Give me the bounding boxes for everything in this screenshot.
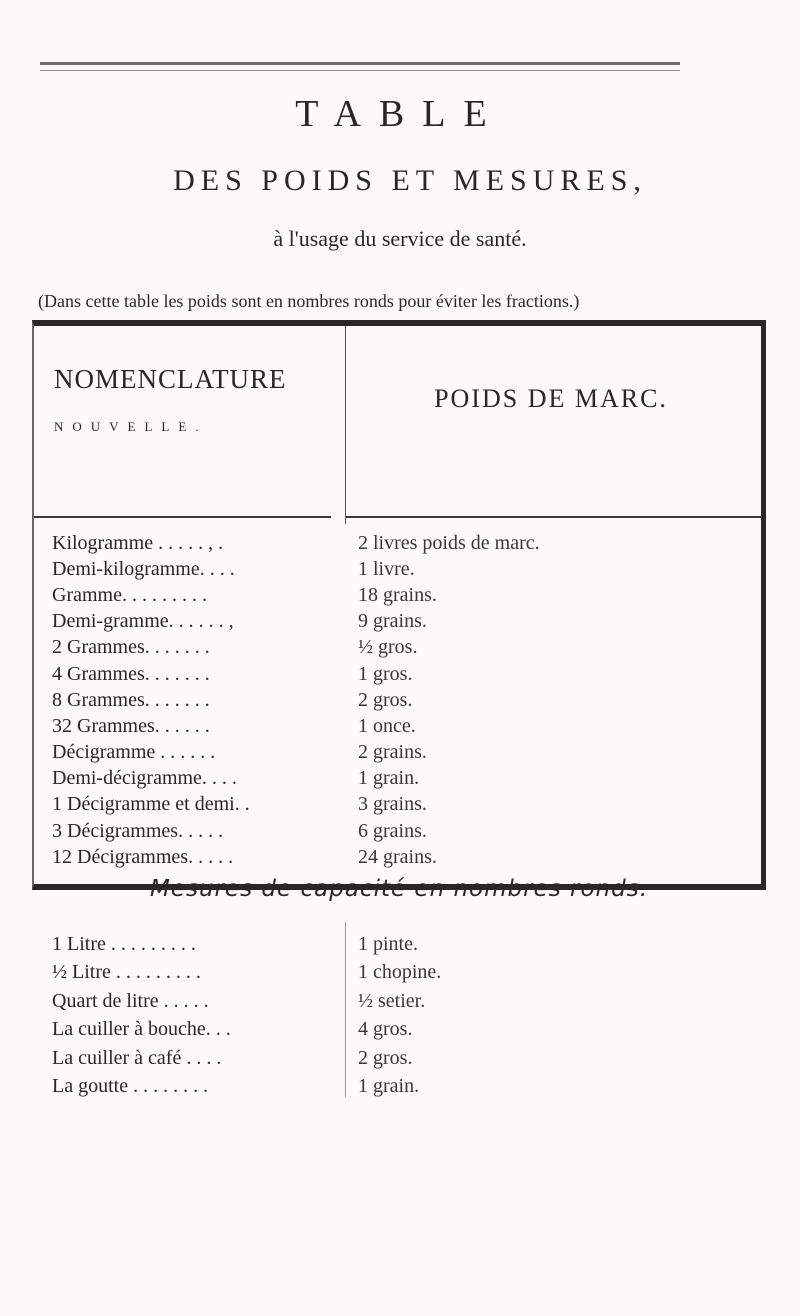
header-rule-left bbox=[34, 516, 331, 518]
weight-value: 1 grain. bbox=[358, 767, 420, 790]
table-row bbox=[52, 1044, 752, 1073]
capacity-name: La cuiller à bouche. . . bbox=[52, 1018, 231, 1041]
weight-name: 3 Décigrammes. . . . . bbox=[52, 819, 224, 842]
table-row bbox=[52, 609, 752, 635]
capacity-section-title: Mesures de capacité en nombres ronds. bbox=[149, 876, 649, 902]
capacity-name: ½ Litre . . . . . . . . . bbox=[52, 961, 201, 984]
table-row bbox=[52, 530, 752, 556]
capacity-value: 1 grain. bbox=[358, 1075, 420, 1098]
measures-table bbox=[32, 320, 766, 1098]
table-row bbox=[52, 582, 752, 608]
header-rule-right bbox=[346, 516, 762, 518]
column-header-nomenclature bbox=[54, 364, 344, 435]
table-row bbox=[52, 792, 752, 818]
weight-name: 32 Grammes. . . . . . bbox=[52, 714, 210, 737]
weight-name: Demi-décigramme. . . . bbox=[52, 767, 237, 790]
weight-name: Demi-kilogramme. . . . bbox=[52, 557, 235, 580]
weight-name: Gramme. . . . . . . . . bbox=[52, 583, 207, 606]
weight-value: 9 grains. bbox=[358, 610, 427, 633]
column-header-poids-de-marc: POIDS DE MARC. bbox=[434, 384, 668, 413]
table-row bbox=[52, 635, 752, 661]
top-decorative-rule bbox=[40, 62, 680, 65]
table-row bbox=[52, 1016, 752, 1045]
table-row bbox=[52, 844, 752, 870]
weight-name: 1 Décigramme et demi. . bbox=[52, 793, 250, 816]
weight-value: 24 grains. bbox=[358, 845, 437, 868]
weight-name: 2 Grammes. . . . . . . bbox=[52, 636, 210, 659]
table-row bbox=[52, 959, 752, 988]
weight-name: 4 Grammes. . . . . . . bbox=[52, 662, 210, 685]
weight-name: Demi-gramme. . . . . . , bbox=[52, 610, 234, 633]
capacity-name: 1 Litre . . . . . . . . . bbox=[52, 932, 196, 955]
weight-name: 8 Grammes. . . . . . . bbox=[52, 688, 210, 711]
weight-name: Décigramme . . . . . . bbox=[52, 741, 216, 764]
weight-value: 18 grains. bbox=[358, 583, 437, 606]
header-column-divider bbox=[345, 326, 346, 524]
weight-value: 1 livre. bbox=[358, 557, 415, 580]
table-row bbox=[52, 687, 752, 713]
nomenclature-heading: NOMENCLATURE bbox=[54, 364, 287, 394]
nouvelle-heading: NOUVELLE. bbox=[54, 419, 208, 434]
table-row bbox=[52, 556, 752, 582]
capacity-value: 1 chopine. bbox=[358, 961, 442, 984]
table-row bbox=[52, 1073, 752, 1102]
table-row bbox=[52, 818, 752, 844]
top-decorative-rule-thin bbox=[40, 70, 680, 71]
weight-value: 2 grains. bbox=[358, 741, 427, 764]
table-note: (Dans cette table les poids sont en nombres ronds pour éviter les fractions.) bbox=[38, 291, 580, 311]
capacity-name: La goutte . . . . . . . . bbox=[52, 1075, 209, 1098]
table-row bbox=[52, 740, 752, 766]
page-title: TABLE bbox=[295, 93, 505, 135]
weight-value: ½ gros. bbox=[358, 636, 418, 659]
weight-value: 2 livres poids de marc. bbox=[358, 531, 540, 554]
capacity-list bbox=[52, 930, 752, 1101]
table-row bbox=[52, 987, 752, 1016]
weight-name: 12 Décigrammes. . . . . bbox=[52, 845, 234, 868]
table-row bbox=[52, 713, 752, 739]
weight-value: 6 grains. bbox=[358, 819, 427, 842]
weight-value: 3 grains. bbox=[358, 793, 427, 816]
table-row bbox=[52, 661, 752, 687]
capacity-value: ½ setier. bbox=[358, 989, 426, 1012]
weight-name: Kilogramme . . . . . , . bbox=[52, 531, 224, 554]
table-row bbox=[52, 766, 752, 792]
weight-value: 2 gros. bbox=[358, 688, 413, 711]
table-row bbox=[52, 930, 752, 959]
weights-list bbox=[52, 530, 752, 870]
capacity-value: 2 gros. bbox=[358, 1046, 413, 1069]
capacity-value: 1 pinte. bbox=[358, 932, 418, 955]
capacity-name: Quart de litre . . . . . bbox=[52, 989, 209, 1012]
capacity-name: La cuiller à café . . . . bbox=[52, 1046, 222, 1069]
capacity-value: 4 gros. bbox=[358, 1018, 413, 1041]
weight-value: 1 gros. bbox=[358, 662, 413, 685]
page-subtitle: DES POIDS ET MESURES, bbox=[173, 164, 647, 197]
usage-line: à l'usage du service de santé. bbox=[273, 226, 527, 251]
weight-value: 1 once. bbox=[358, 714, 416, 737]
